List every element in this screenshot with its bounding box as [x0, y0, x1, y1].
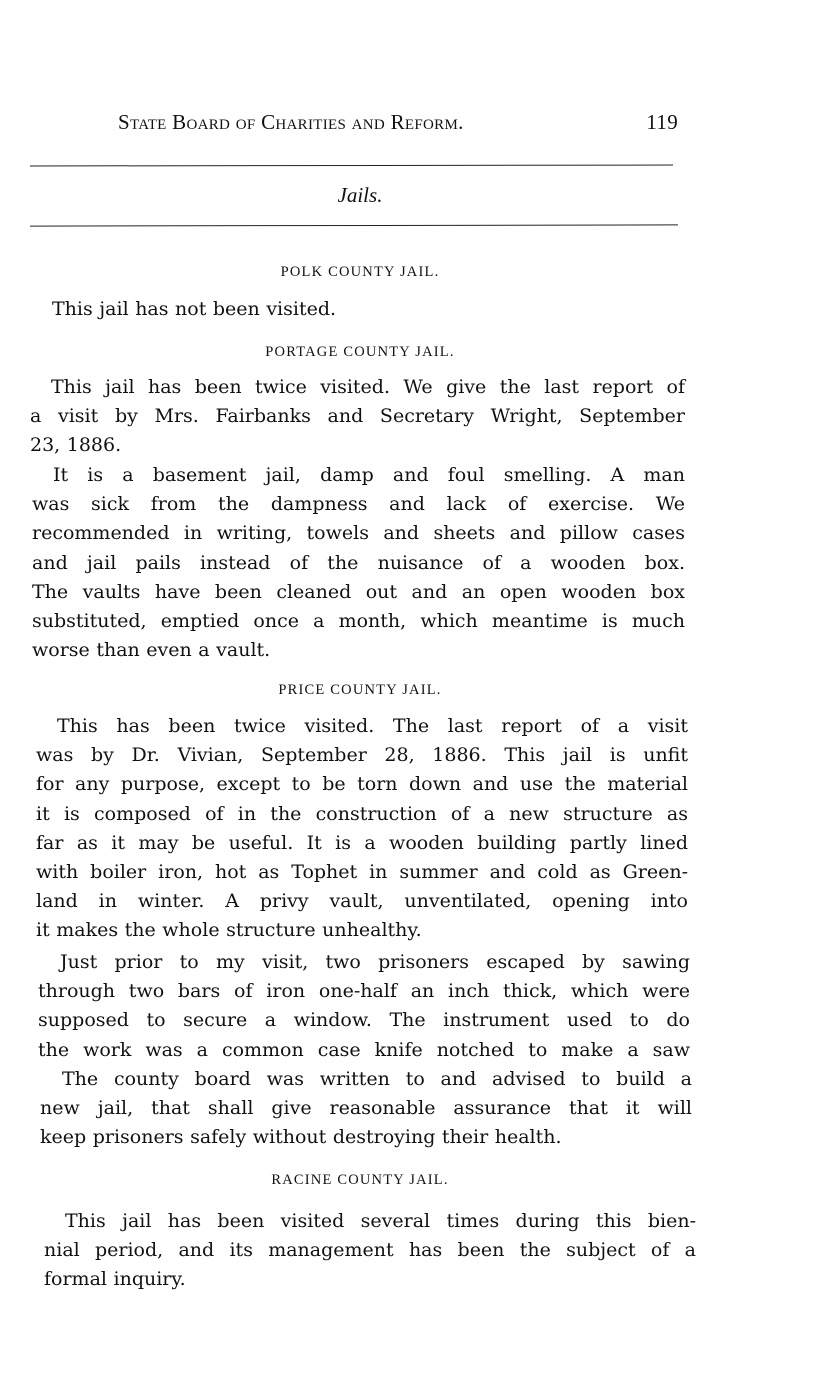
text-line: This jail has been twice visited. We give the last report of [51, 376, 685, 398]
text-line: formal inquiry. [44, 1268, 186, 1291]
paragraph-polk-1 [52, 295, 392, 324]
jail-heading-portage: PORTAGE COUNTY JAIL. [265, 344, 455, 360]
text-line: was by Dr. Vivian, September 28, 1886. This jail is unfit [36, 744, 688, 767]
text-line: This has been twice visited. The last report of a visit [57, 715, 688, 737]
bottom-rule [30, 224, 678, 226]
text-line: The vaults have been cleaned out and an open wooden box [32, 580, 685, 603]
text-line: a visit by Mrs. Fairbanks and Secretary Wright, September [30, 405, 685, 428]
text-line: was sick from the dampness and lack of exercise. We [32, 493, 685, 516]
text-line: the work was a common case knife notched to make a saw [38, 1038, 690, 1061]
text-line: worse than even a vault. [32, 639, 271, 662]
paragraph-portage-1 [30, 373, 685, 461]
text-line: and jail pails instead of the nuisance of a wooden box. [32, 551, 685, 574]
paragraph-racine-1 [44, 1207, 696, 1295]
running-head [118, 110, 678, 140]
text-line: far as it may be useful. It is a wooden building partly lined [36, 831, 688, 854]
text-line: keep prisoners safely without destroying their health. [40, 1126, 562, 1149]
text-line: new jail, that shall give reasonable assurance that it will [40, 1097, 692, 1120]
text-line: nial period, and its management has been the subject of a [44, 1239, 696, 1262]
top-rule [30, 165, 673, 167]
text-line: land in winter. A privy vault, unventilated, opening into [36, 890, 688, 913]
page-number: 119 [646, 110, 678, 134]
text-line: it makes the whole structure unhealthy. [36, 919, 422, 942]
text-line: This jail has been visited several times during this bien- [65, 1210, 696, 1232]
text-line: with boiler iron, hot as Tophet in summer and cold as Green- [36, 861, 688, 884]
jail-heading-polk: POLK COUNTY JAIL. [280, 264, 440, 280]
text-line: for any purpose, except to be torn down and use the material [36, 773, 688, 796]
section-title: Jails. [337, 183, 383, 207]
text-line: it is composed of in the construction of a new structure as [36, 802, 688, 825]
paragraph-price-1 [36, 712, 688, 946]
jail-heading-price: PRICE COUNTY JAIL. [278, 682, 442, 698]
paragraph-price-3 [40, 1065, 692, 1153]
text-line: supposed to secure a window. The instrument used to do [38, 1009, 690, 1032]
text-line: 23, 1886. [30, 434, 122, 457]
text-line: Just prior to my visit, two prisoners escaped by sawing [60, 951, 690, 973]
text-line: recommended in writing, towels and sheets and pillow cases [32, 522, 685, 545]
text-line: This jail has not been visited. [52, 298, 337, 320]
text-line: substituted, emptied once a month, which meantime is much [32, 610, 685, 633]
text-line: through two bars of iron one-half an inch thick, which were [38, 980, 690, 1003]
paragraph-price-2 [38, 948, 690, 1065]
text-line: The county board was written to and advised to build a [62, 1068, 692, 1090]
text-line: It is a basement jail, damp and foul smelling. A man [53, 464, 685, 486]
jail-heading-racine: RACINE COUNTY JAIL. [271, 1172, 449, 1188]
paragraph-portage-2 [32, 461, 685, 665]
running-head-title: State Board of Charities and Reform. [118, 110, 464, 134]
